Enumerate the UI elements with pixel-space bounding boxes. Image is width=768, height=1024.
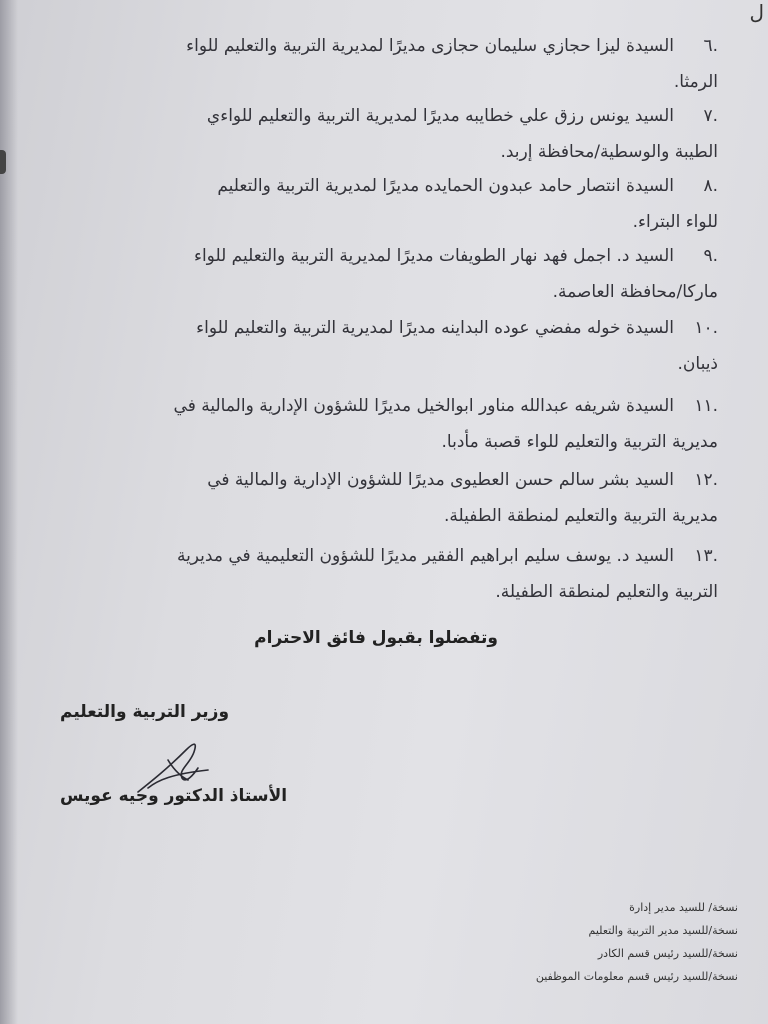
copy-recipient: نسخة/ للسيد مدير إدارة [629,901,738,914]
copy-recipient: نسخة/للسيد مدير التربية والتعليم [588,924,738,937]
item-text: السيدة ليزا حجازي سليمان حجازى مديرًا لمديرية التربية والتعليم للواء [186,36,674,56]
item-number: .٦ [703,36,718,56]
copy-recipient: نسخة/للسيد رئيس قسم الكادر [597,947,738,960]
item-number: .١١ [694,396,718,416]
item-text-continued: الرمثا. [673,72,718,92]
item-text: السيد د. يوسف سليم ابراهيم الفقير مديرًا للشؤون التعليمية في مديرية [176,546,674,566]
signatory-name: الأستاذ الدكتور وجيه عويس [60,786,288,806]
item-text-continued: ماركا/محافظة العاصمة. [552,282,718,302]
corner-mark: ل [749,0,764,24]
item-number: .٨ [703,176,718,196]
list-item [58,238,718,310]
item-text: السيدة انتصار حامد عبدون الحمايده مديرًا لمديرية التربية والتعليم [217,176,674,196]
item-text-continued: مديرية التربية والتعليم لمنطقة الطفيلة. [443,506,718,526]
list-item [58,98,718,170]
item-text-continued: مديرية التربية والتعليم للواء قصبة مأدبا. [441,432,718,452]
item-number: .٩ [703,246,718,266]
item-text-continued: التربية والتعليم لمنطقة الطفيلة. [495,582,718,602]
copy-recipient: نسخة/للسيد رئيس قسم معلومات الموظفين [535,970,738,983]
item-text-continued: للواء البتراء. [632,212,718,232]
item-text: السيد يونس رزق علي خطايبه مديرًا لمديرية التربية والتعليم للواءي [206,106,674,126]
item-number: .١٠ [694,318,718,338]
item-text: السيد د. اجمل فهد نهار الطويفات مديرًا لمديرية التربية والتعليم للواء [193,246,674,266]
list-item [58,168,718,240]
item-text: السيد بشر سالم حسن العطيوى مديرًا للشؤون الإدارية والمالية في [207,470,674,490]
list-item [58,28,718,100]
list-item [58,538,718,610]
copies-list [478,896,738,988]
signatory-title: وزير التربية والتعليم [60,702,230,722]
list-item [58,310,718,382]
item-text-continued: ذيبان. [677,354,718,374]
item-text: السيدة شريفه عبدالله مناور ابوالخيل مديرًا للشؤون الإدارية والمالية في [173,396,674,416]
item-number: .٧ [703,106,718,126]
item-text-continued: الطيبة والوسطية/محافظة إربد. [500,142,718,162]
item-text: السيدة خوله مفضي عوده البداينه مديرًا لمديرية التربية والتعليم للواء [196,318,674,338]
item-number: .١٣ [694,546,718,566]
closing-phrase: وتفضلوا بقبول فائق الاحترام [254,628,498,648]
list-item [58,388,718,460]
item-number: .١٢ [694,470,718,490]
list-item [58,462,718,534]
